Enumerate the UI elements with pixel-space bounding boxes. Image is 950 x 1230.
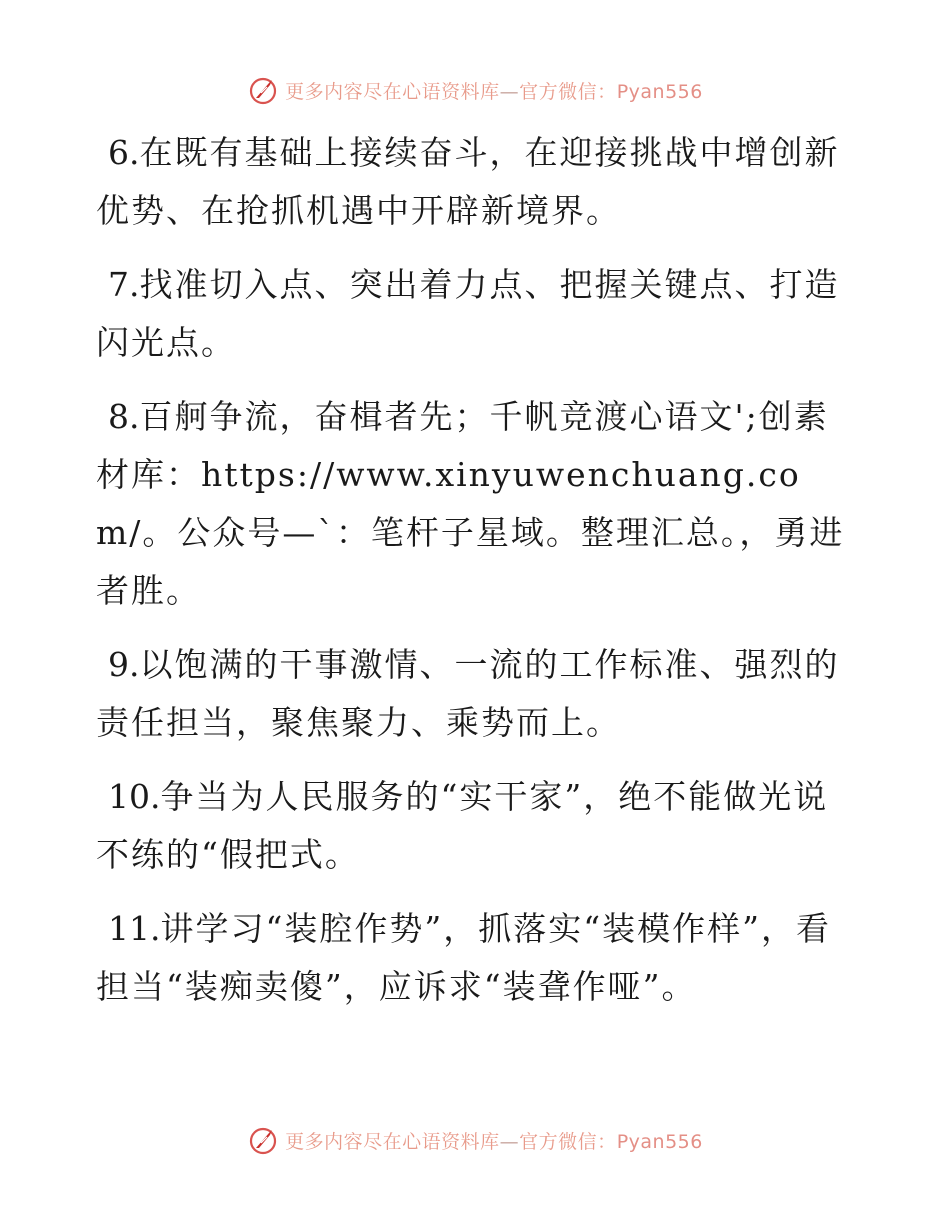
footer-watermark (0, 1122, 950, 1158)
item-text: 百舸争流，奋楫者先；千帆竞渡心语文';创素材库：https://www.xinyuwenchuang.com/。公众号—`：笔杆子星域。整理汇总。，勇进者胜。 (96, 397, 845, 610)
item-number: 9. (108, 645, 140, 684)
watermark-account: Pyan556 (616, 1130, 703, 1153)
item-number: 11. (108, 909, 161, 948)
watermark-account: Pyan556 (616, 80, 703, 103)
item-text: 在既有基础上接续奋斗，在迎接挑战中增创新优势、在抢抓机遇中开辟新境界。 (96, 133, 840, 230)
watermark-label: 官方微信： (519, 1130, 617, 1153)
watermark-main: 更多内容尽在心语资料库 (285, 80, 500, 103)
list-item (96, 124, 856, 240)
watermark-text (285, 1127, 703, 1154)
watermark-label: 官方微信： (519, 80, 617, 103)
item-text: 讲学习“装腔作势”，抓落实“装模作样”，看担当“装痴卖傻”，应诉求“装聋作哑”。 (96, 909, 831, 1006)
watermark-separator: — (499, 1130, 520, 1153)
item-text: 以饱满的干事激情、一流的工作标准、强烈的责任担当，聚焦聚力、乘势而上。 (96, 645, 840, 742)
list-item (96, 768, 856, 884)
watermark-text (285, 77, 703, 104)
quill-logo-icon (247, 74, 279, 106)
list-item (96, 636, 856, 752)
document-body (96, 124, 856, 1032)
watermark-main: 更多内容尽在心语资料库 (285, 1130, 500, 1153)
item-text: 争当为人民服务的“实干家”，绝不能做光说不练的“假把式。 (96, 777, 829, 874)
item-number: 7. (108, 265, 140, 304)
quill-logo-icon (247, 1124, 279, 1156)
item-number: 10. (108, 777, 161, 816)
watermark-separator: — (499, 80, 520, 103)
item-number: 8. (108, 397, 140, 436)
list-item (96, 256, 856, 372)
item-number: 6. (108, 133, 140, 172)
list-item (96, 900, 856, 1016)
list-item (96, 388, 856, 620)
item-text: 找准切入点、突出着力点、把握关键点、打造闪光点。 (96, 265, 840, 362)
header-watermark (0, 72, 950, 108)
